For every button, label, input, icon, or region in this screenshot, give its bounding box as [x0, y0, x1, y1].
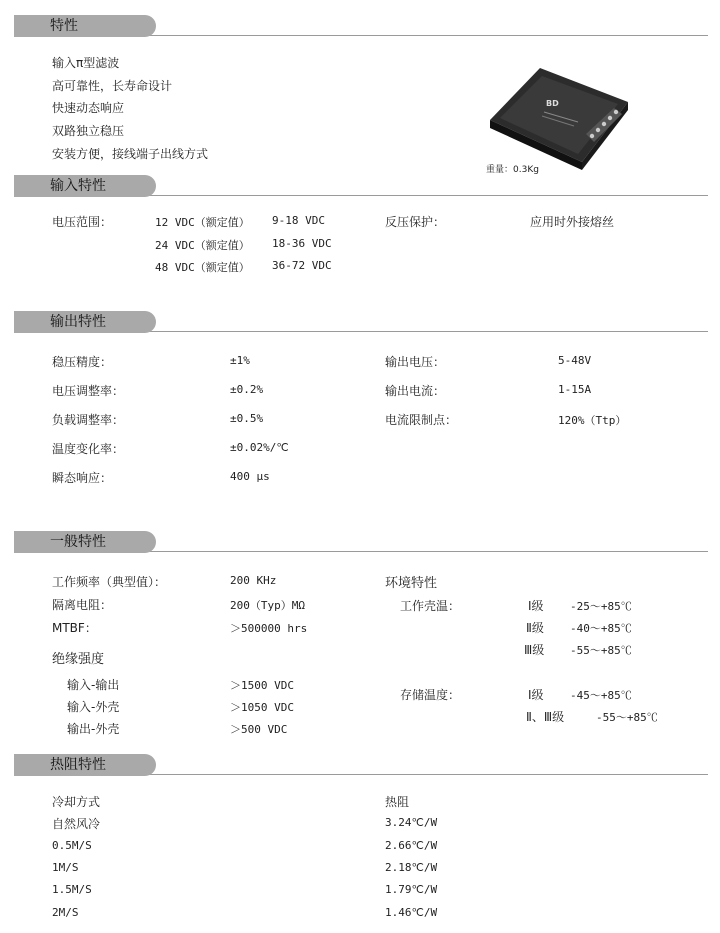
input-range: 18-36 VDC [272, 237, 332, 250]
feature-item: 快速动态响应 [52, 101, 125, 115]
insulation-value: ＞500 VDC [230, 723, 288, 736]
general-value: 200（Typ）MΩ [230, 599, 305, 612]
insulation-value: ＞1500 VDC [230, 679, 294, 692]
temp-grade: Ⅱ级 [526, 621, 544, 635]
section-header-features [14, 15, 708, 41]
section-header-input [14, 175, 708, 201]
input-range: 36-72 VDC [272, 259, 332, 272]
product-logo: BD [546, 99, 559, 108]
section-rule [144, 195, 708, 196]
input-nominal: 12 VDC（额定值） [155, 216, 250, 229]
output-value: ±0.5% [230, 412, 264, 425]
temp-grade: Ⅱ、Ⅲ级 [526, 710, 565, 724]
reverse-protection-value: 应用时外接熔丝 [530, 215, 615, 229]
section-rule [144, 774, 708, 775]
section-rule [144, 331, 708, 332]
thermal-cooling: 2M/S [52, 906, 79, 919]
reverse-protection-label: 反压保护： [385, 215, 446, 229]
output-value: ±0.02%/℃ [230, 441, 289, 454]
thermal-resistance: 3.24℃/W [385, 816, 438, 829]
general-label: 工作频率（典型值）： [52, 575, 167, 589]
thermal-cooling: 1.5M/S [52, 883, 92, 896]
feature-item: 安装方便，接线端子出线方式 [52, 147, 209, 161]
voltage-range-label: 电压范围： [52, 215, 113, 229]
output-value: ±1% [230, 354, 250, 367]
feature-item: 双路独立稳压 [52, 124, 125, 138]
thermal-cooling: 1M/S [52, 861, 79, 874]
general-value: 200 KHz [230, 574, 277, 587]
product-image [486, 62, 628, 172]
output-value: 1-15A [558, 383, 592, 396]
output-value: 400 μs [230, 470, 270, 483]
insulation-label: 输入-输出 [67, 678, 120, 692]
output-value: 120%（Ttp） [558, 414, 627, 427]
thermal-cooling: 0.5M/S [52, 839, 92, 852]
section-title: 特性 [14, 15, 156, 37]
section-title: 输出特性 [14, 311, 156, 333]
temp-range: -25～+85℃ [570, 600, 632, 613]
thermal-resistance: 1.46℃/W [385, 906, 438, 919]
output-label: 电流限制点： [385, 413, 458, 427]
input-nominal: 48 VDC（额定值） [155, 261, 250, 274]
output-label: 输出电流： [385, 384, 446, 398]
insulation-label: 输出-外壳 [67, 722, 120, 736]
feature-item: 高可靠性，长寿命设计 [52, 79, 173, 93]
output-value: ±0.2% [230, 383, 264, 396]
thermal-header-resistance: 热阻 [385, 795, 410, 809]
section-title: 一般特性 [14, 531, 156, 553]
output-label: 电压调整率： [52, 384, 125, 398]
input-range: 9-18 VDC [272, 214, 325, 227]
thermal-cooling: 自然风冷 [52, 817, 101, 831]
environment-title: 环境特性 [385, 576, 438, 591]
section-header-thermal [14, 754, 708, 780]
product-weight: 重量：0.3Kg [486, 165, 539, 175]
output-label: 输出电压： [385, 355, 446, 369]
feature-item: 输入π型滤波 [52, 56, 120, 70]
temp-grade: Ⅰ级 [528, 599, 544, 613]
temp-range: -55～+85℃ [596, 711, 658, 724]
op-temp-label: 工作壳温： [400, 599, 461, 613]
section-header-general [14, 531, 708, 557]
section-rule [144, 551, 708, 552]
output-label: 负载调整率： [52, 413, 125, 427]
output-label: 稳压精度： [52, 355, 113, 369]
section-title: 输入特性 [14, 175, 156, 197]
temp-grade: Ⅲ级 [524, 643, 545, 657]
general-label: MTBF： [52, 621, 97, 635]
temp-range: -45～+85℃ [570, 689, 632, 702]
temp-range: -55～+85℃ [570, 644, 632, 657]
output-label: 温度变化率： [52, 442, 125, 456]
temp-grade: Ⅰ级 [528, 688, 544, 702]
output-value: 5-48V [558, 354, 592, 367]
section-rule [144, 35, 708, 36]
thermal-resistance: 1.79℃/W [385, 883, 438, 896]
store-temp-label: 存储温度： [400, 688, 461, 702]
insulation-value: ＞1050 VDC [230, 701, 294, 714]
insulation-title: 绝缘强度 [52, 652, 105, 667]
thermal-resistance: 2.66℃/W [385, 839, 438, 852]
section-title: 热阻特性 [14, 754, 156, 776]
temp-range: -40～+85℃ [570, 622, 632, 635]
thermal-resistance: 2.18℃/W [385, 861, 438, 874]
general-label: 隔离电阻： [52, 598, 113, 612]
section-header-output [14, 311, 708, 337]
output-label: 瞬态响应： [52, 471, 113, 485]
insulation-label: 输入-外壳 [67, 700, 120, 714]
general-value: ＞500000 hrs [230, 622, 308, 635]
thermal-header-cooling: 冷却方式 [52, 795, 101, 809]
input-nominal: 24 VDC（额定值） [155, 239, 250, 252]
